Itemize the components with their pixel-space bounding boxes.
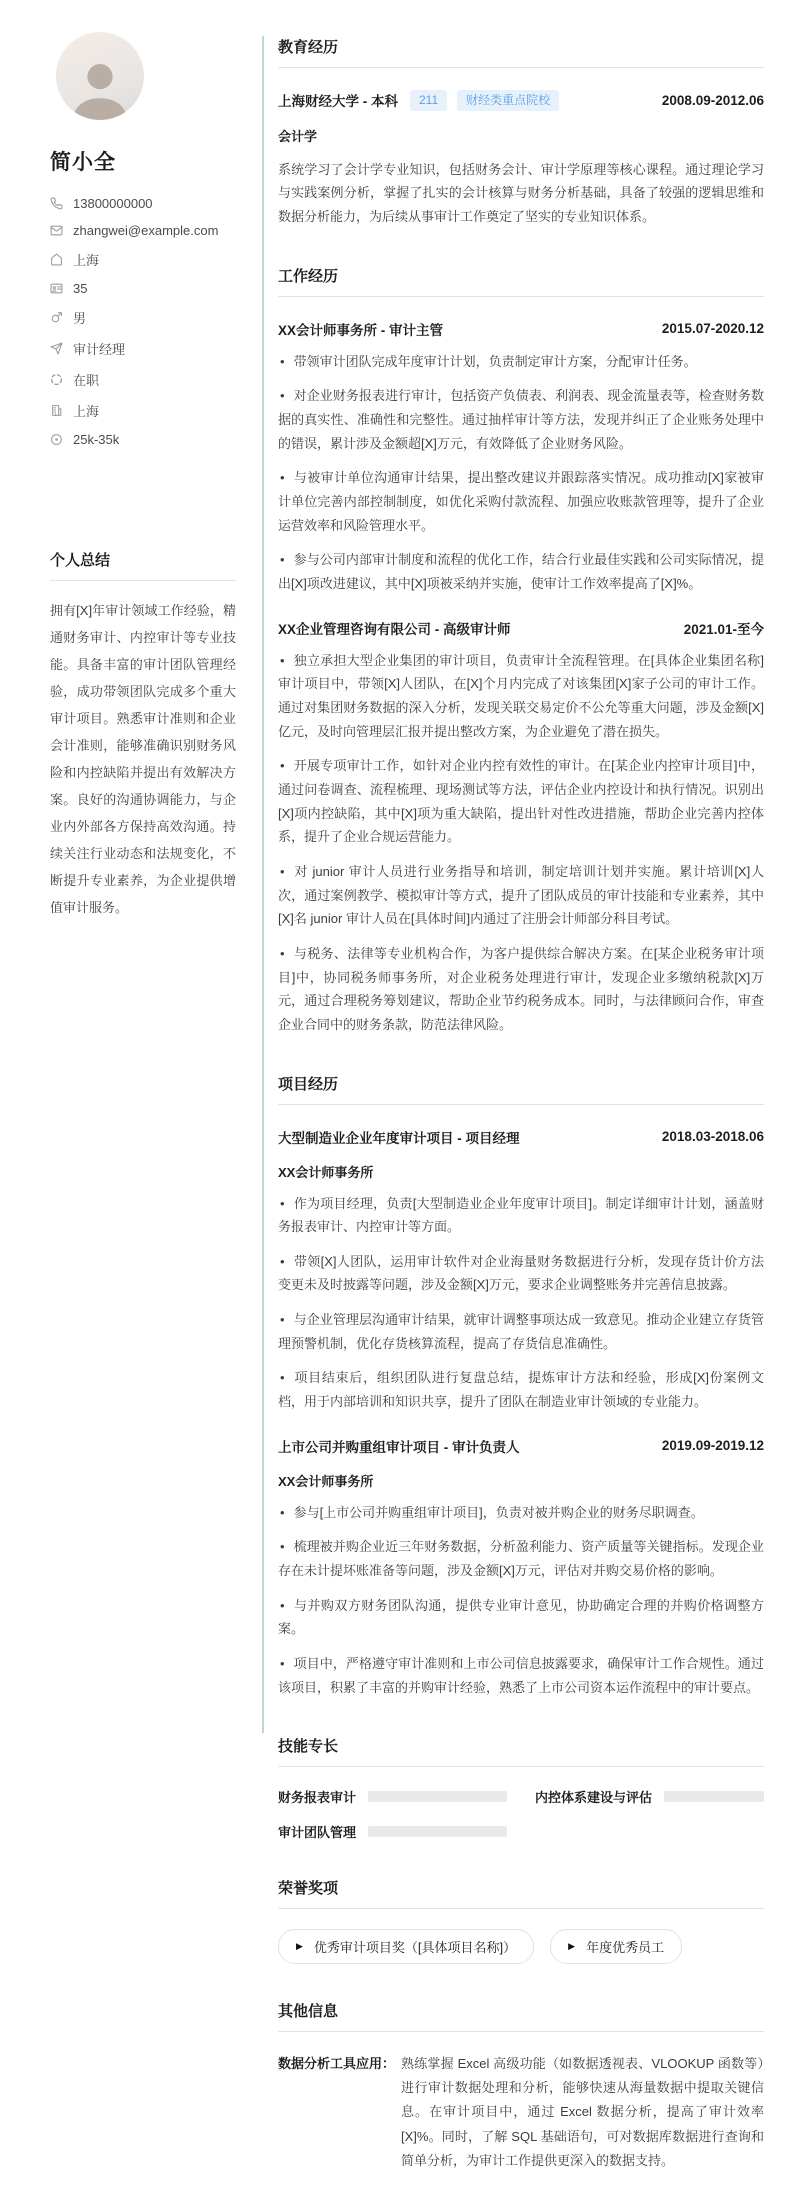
- bullet-text: 带领[X]人团队，运用审计软件对企业海量财务数据进行分析，发现存货计价方法变更未及时披露等问题，涉及金额[X]万元，要求企业调整账务并完善信息披露。: [278, 1253, 764, 1293]
- project-list: [278, 1127, 764, 1700]
- bullet-dot: •: [280, 652, 285, 668]
- project-entry: [278, 1127, 764, 1414]
- skill-bar-track: [368, 1791, 507, 1802]
- education-date: 2008.09-2012.06: [661, 92, 764, 108]
- honors-section: [278, 1877, 764, 1964]
- job-title: XX会计师事务所 - 审计主管: [278, 322, 444, 338]
- bullet-text: 项目结束后，组织团队进行复盘总结，提炼审计方法和经验，形成[X]份案例文档，用于内部培训和知识共享，提升了团队在制造业审计领域的专业能力。: [278, 1370, 764, 1410]
- bullet-item: [278, 1501, 764, 1525]
- work-section-title: 工作经历: [278, 265, 764, 297]
- honor-pill: [550, 1929, 682, 1964]
- gender-icon: [50, 311, 63, 324]
- salary-target-icon: [50, 433, 63, 446]
- bullet-dot: •: [280, 470, 285, 486]
- contact-email-value: zhangwei@example.com: [73, 223, 219, 238]
- job-list: [278, 319, 764, 1037]
- bullet-text: 带领审计团队完成年度审计计划，负责制定审计方案，分配审计任务。: [293, 353, 697, 369]
- home-icon: [50, 253, 63, 266]
- school-name: 上海财经大学 - 本科: [278, 94, 398, 110]
- honors-section-title: 荣誉奖项: [278, 1877, 764, 1909]
- status-icon: [50, 373, 63, 386]
- bullet-text: 对 junior 审计人员进行业务指导和培训，制定培训计划并实施。累计培训[X]人次，通过案例教学、模拟审计等方式，提升了团队成员的审计技能和专业素养，其中[X]名 junior 审计人员在[具体时间]内通过了注册会计师部分科目考试。: [278, 863, 764, 927]
- other-info-label: 数据分析工具应用：: [278, 2056, 396, 2072]
- job-bullets: [278, 350, 764, 596]
- bullet-item: [278, 649, 764, 744]
- contact-phone-value: 13800000000: [73, 196, 153, 211]
- skill-row: [278, 1822, 507, 1841]
- contact-gender: [50, 308, 236, 327]
- bullet-dot: •: [280, 1656, 285, 1672]
- bullet-dot: •: [280, 388, 285, 404]
- bullet-text: 项目中，严格遵守审计准则和上市公司信息披露要求，确保审计工作合规性。通过该项目，积累了丰富的并购审计经验，熟悉了上市公司资本运作流程中的审计要点。: [278, 1656, 764, 1695]
- other-info-block: [278, 2052, 764, 2172]
- honor-list: [278, 1929, 764, 1964]
- skill-label: 内控体系建设与评估: [535, 1790, 653, 1806]
- bullet-dot: •: [280, 353, 285, 369]
- bullet-dot: •: [280, 1195, 285, 1211]
- project-org: XX会计师事务所: [278, 1164, 374, 1180]
- bullet-dot: •: [280, 552, 285, 568]
- summary-text: 拥有[X]年审计领域工作经验，精通财务审计、内控审计等专业技能。具备丰富的审计团队管理经验，成功带领团队完成多个重大审计项目。熟悉审计准则和企业会计准则，能够准确识别财务风险和内控缺陷并提出有效解决方案。良好的沟通协调能力，与企业内外部各方保持高效沟通。持续关注行业动态和法规变化，不断提升专业素养，为企业提供增值审计服务。: [50, 603, 236, 916]
- major-name: 会计学: [278, 128, 318, 144]
- bullet-item: [278, 1192, 764, 1239]
- contact-phone: [50, 196, 236, 211]
- school-badge: 财经类重点院校: [457, 90, 559, 111]
- sidebar: [0, 0, 262, 2201]
- bullet-item: [278, 860, 764, 931]
- skills-grid: [278, 1787, 764, 1841]
- projects-section: [278, 1073, 764, 1700]
- column-divider: [262, 36, 264, 1733]
- skills-section-title: 技能专长: [278, 1735, 764, 1767]
- bullet-dot: •: [280, 1312, 285, 1328]
- contact-email: [50, 223, 236, 238]
- job-date: 2015.07-2020.12: [661, 321, 764, 337]
- education-section-title: 教育经历: [278, 36, 764, 68]
- bullet-item: [278, 1250, 764, 1297]
- bullet-text: 独立承担大型企业集团的审计项目，负责审计全流程管理。在[具体企业集团名称]审计项目中，带领[X]人团队，在[X]个月内完成了对该集团[X]家子公司的审计工作。通过对集团财务数据的深入分析，发现关联交易定价不公允等重大问题，涉及金额[X]亿元，及时向管理层汇报并提出整改方案，为企业避免了潜在损失。: [278, 652, 764, 739]
- projects-section-title: 项目经历: [278, 1073, 764, 1105]
- contact-salary: [50, 432, 236, 447]
- job-bullets: [278, 649, 764, 1037]
- mail-icon: [50, 224, 63, 237]
- education-section: [278, 36, 764, 229]
- skill-bar-track: [664, 1791, 764, 1802]
- bullet-item: [278, 1652, 764, 1699]
- contact-city-value: 上海: [73, 404, 100, 419]
- bullet-text: 与企业管理层沟通审计结果，就审计调整事项达成一致意见。推动企业建立存货管理预警机制，优化存货核算流程，提高了存货信息准确性。: [278, 1312, 764, 1351]
- honor-label: 年度优秀员工: [586, 1940, 665, 1956]
- contact-location-value: 上海: [73, 253, 100, 268]
- contact-age: [50, 281, 236, 296]
- education-description: 系统学习了会计学专业知识，包括财务会计、审计学原理等核心课程。通过理论学习与实践案例分析，掌握了扎实的会计核算与财务分析基础，具备了较强的逻辑思维和数据分析能力，为后续从事审计工作奠定了坚实的专业知识体系。: [278, 161, 764, 225]
- job-entry: [278, 618, 764, 1037]
- project-date: 2019.09-2019.12: [661, 1438, 764, 1454]
- contact-age-value: 35: [73, 281, 88, 296]
- age-icon: [50, 282, 63, 295]
- skill-bar-track: [368, 1826, 507, 1837]
- bullet-dot: •: [280, 1597, 285, 1613]
- bullet-text: 开展专项审计工作，如针对企业内控有效性的审计。在[某企业内控审计项目]中，通过问卷调查、流程梳理、现场测试等方法，评估企业内控设计和执行情况。识别出[X]项内控缺陷，其中[X]项为重大缺陷，提出针对性改进措施，帮助企业完善内控体系，提升了企业合规运营能力。: [278, 758, 764, 845]
- skill-row: [278, 1787, 507, 1806]
- bullet-item: [278, 1308, 764, 1355]
- bullet-text: 梳理被并购企业近三年财务数据，分析盈利能力、资产质量等关键指标。发现企业存在未计提坏账准备等问题，涉及金额[X]万元，评估对并购交易价格的影响。: [278, 1539, 764, 1579]
- contact-status: [50, 370, 236, 389]
- contact-salary-value: 25k-35k: [73, 432, 120, 447]
- bullet-text: 对企业财务报表进行审计，包括资产负债表、利润表、现金流量表等，检查财务数据的真实性、准确性和完整性。通过抽样审计等方法，发现并纠正了企业账务处理中的错误，累计涉及金额超[X]万元，有效降低了企业财务风险。: [278, 388, 764, 451]
- bullet-text: 与并购双方财务团队沟通，提供专业审计意见，协助确定合理的并购价格调整方案。: [278, 1597, 764, 1637]
- project-bullets: [278, 1192, 764, 1414]
- skill-row: [535, 1787, 764, 1806]
- job-date: 2021.01-至今: [683, 621, 764, 637]
- contact-position: [50, 339, 236, 358]
- skill-label: 财务报表审计: [278, 1790, 357, 1806]
- project-title: 上市公司并购重组审计项目 - 审计负责人: [278, 1439, 520, 1455]
- project-date: 2018.03-2018.06: [661, 1129, 764, 1145]
- school-badges: [410, 90, 559, 111]
- contact-position-value: 审计经理: [73, 342, 126, 357]
- job-title: XX企业管理咨询有限公司 - 高级审计师: [278, 621, 511, 637]
- bullet-dot: •: [280, 1253, 285, 1269]
- bullet-text: 参与[上市公司并购重组审计项目]，负责对被并购企业的财务尽职调查。: [293, 1504, 704, 1520]
- person-silhouette-icon: [64, 52, 136, 120]
- bullet-dot: •: [280, 1539, 285, 1555]
- bullet-text: 作为项目经理，负责[大型制造业企业年度审计项目]。制定详细审计计划，涵盖财务报表审计、内控审计等方面。: [278, 1195, 764, 1235]
- main-content: [262, 0, 794, 2201]
- bullet-item: [278, 548, 764, 595]
- bullet-dot: •: [280, 758, 285, 774]
- bullet-item: [278, 350, 764, 374]
- school-badge: 211: [410, 90, 447, 111]
- project-title: 大型制造业企业年度审计项目 - 项目经理: [278, 1130, 520, 1146]
- phone-icon: [50, 197, 63, 210]
- summary-section-title: 个人总结: [50, 549, 236, 581]
- bullet-dot: •: [280, 945, 285, 961]
- project-bullets: [278, 1501, 764, 1700]
- play-triangle-icon: ▶: [296, 1941, 303, 1952]
- bullet-dot: •: [280, 1504, 285, 1520]
- person-name: 简小全: [50, 151, 116, 174]
- project-entry-head: [278, 1127, 764, 1147]
- profile-photo: [56, 32, 144, 120]
- skill-label: 审计团队管理: [278, 1825, 357, 1841]
- education-entry-head: [278, 90, 764, 111]
- bullet-item: [278, 466, 764, 537]
- contact-city: [50, 401, 236, 420]
- contact-status-value: 在职: [73, 373, 100, 388]
- play-triangle-icon: ▶: [568, 1941, 576, 1952]
- bullet-item: [278, 1535, 764, 1582]
- other-info-section-title: 其他信息: [278, 2000, 764, 2032]
- bullet-item: [278, 1594, 764, 1641]
- bullet-dot: •: [280, 1370, 285, 1386]
- job-entry-head: [278, 319, 764, 339]
- bullet-dot: •: [280, 863, 285, 879]
- project-entry-head: [278, 1436, 764, 1456]
- job-entry: [278, 319, 764, 596]
- bullet-item: [278, 754, 764, 849]
- other-info-text: 熟练掌握 Excel 高级功能（如数据透视表、VLOOKUP 函数等）进行审计数据处理和分析，能够快速从海量数据中提取关键信息。在审计项目中，通过 Excel 数据分析，提高了审计效率[X]%。同时，了解 SQL 基础语句，可对数据库数据进行查询和简单分析，为审计工作提供更深入的数据支持。: [401, 2056, 764, 2168]
- project-org: XX会计师事务所: [278, 1473, 374, 1489]
- bullet-item: [278, 1366, 764, 1413]
- bullet-text: 参与公司内部审计制度和流程的优化工作，结合行业最佳实践和公司实际情况，提出[X]项改进建议，其中[X]项被采纳并实施，使审计工作效率提高了[X]%。: [278, 552, 764, 592]
- contact-gender-value: 男: [73, 311, 87, 326]
- honor-pill: [278, 1929, 534, 1964]
- job-entry-head: [278, 618, 764, 638]
- bullet-item: [278, 942, 764, 1037]
- building-icon: [50, 404, 63, 417]
- bullet-text: 与税务、法律等专业机构合作，为客户提供综合解决方案。在[某企业税务审计项目]中，协同税务师事务所，对企业税务处理进行审计，发现企业多缴纳税款[X]万元，通过合理税务筹划建议，帮助企业节约税务成本。同时，与法律顾问合作，审查企业合同中的财务条款，防范法律风险。: [278, 945, 764, 1032]
- bullet-item: [278, 384, 764, 455]
- other-info-section: [278, 2000, 764, 2172]
- bullet-text: 与被审计单位沟通审计结果，提出整改建议并跟踪落实情况。成功推动[X]家被审计单位完善内部控制制度，如优化采购付款流程、加强应收账款管理等，提升了企业运营效率和风险管理水平。: [278, 470, 764, 533]
- skills-section: [278, 1735, 764, 1841]
- paper-plane-icon: [50, 342, 63, 355]
- contact-location: [50, 250, 236, 269]
- project-entry: [278, 1436, 764, 1700]
- honor-label: 优秀审计项目奖（[具体项目名称]）: [313, 1940, 517, 1956]
- work-section: [278, 265, 764, 1037]
